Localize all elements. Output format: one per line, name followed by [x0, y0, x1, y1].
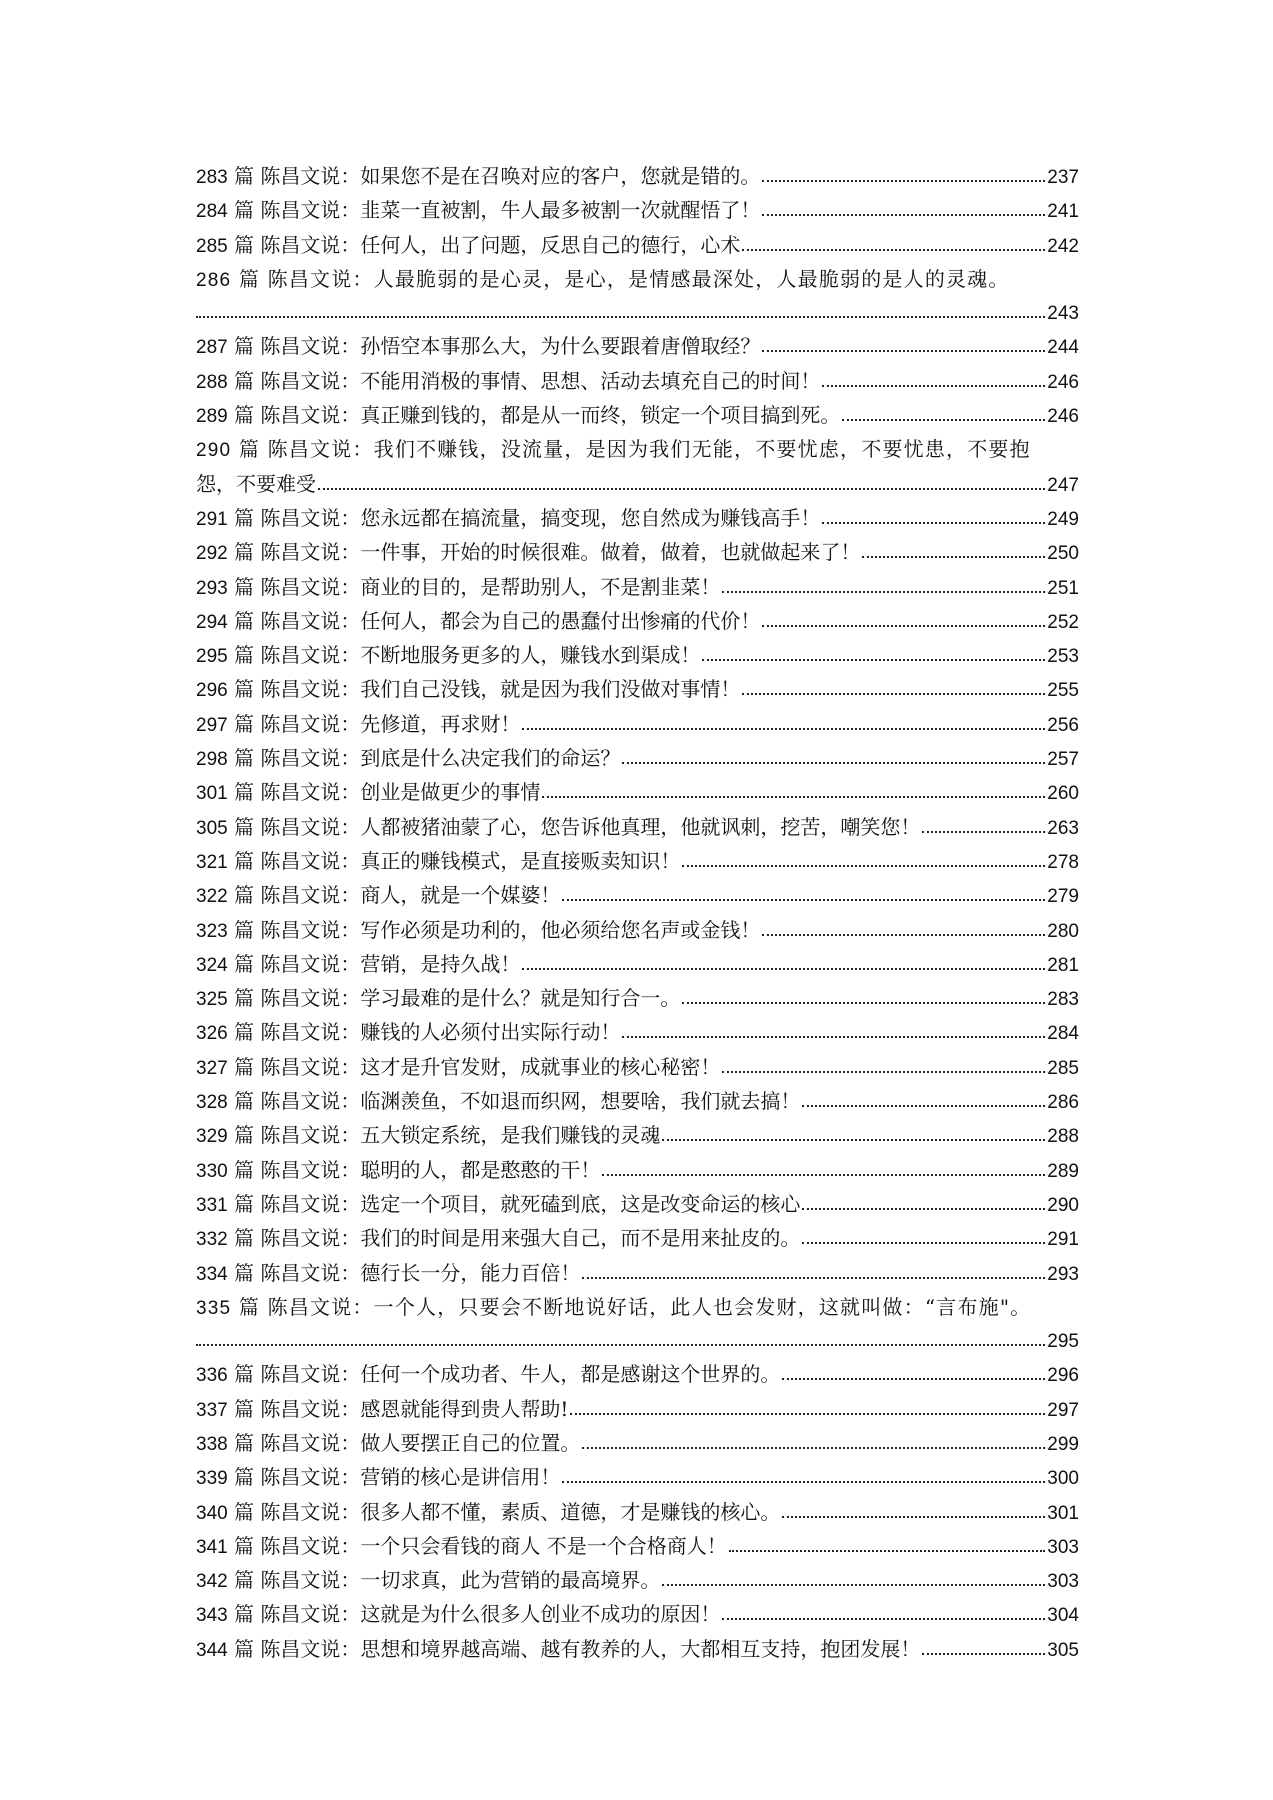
toc-entry-page: 281: [1047, 954, 1079, 976]
dot-leader: [842, 413, 1045, 421]
toc-entry-title-wrap: [196, 571, 720, 605]
dot-leader: [742, 687, 1045, 695]
toc-entry-title: 篇 陈昌文说：真正赚到钱的，都是从一而终，锁定一个项目搞到死。: [227, 403, 841, 428]
toc-entry[interactable]: [196, 605, 1079, 639]
toc-entry-title: 篇 陈昌文说：不断地服务更多的人，赚钱水到渠成！: [227, 643, 701, 668]
toc-entry[interactable]: [196, 1119, 1079, 1153]
dot-leader: [922, 825, 1045, 833]
toc-entry-page: 244: [1047, 337, 1079, 359]
dot-leader: [662, 1578, 1045, 1586]
toc-entry-title: 篇 陈昌文说：五大锁定系统，是我们赚钱的灵魂: [227, 1123, 661, 1148]
toc-entry-title: 篇 陈昌文说：思想和境界越高端、越有教养的人，大都相互支持，抱团发展！: [227, 1636, 921, 1661]
toc-entry-page: 305: [1047, 1639, 1079, 1661]
toc-entry-leader-line: [196, 468, 1079, 502]
dot-leader: [922, 1647, 1045, 1655]
toc-entry[interactable]: [196, 1257, 1079, 1291]
toc-entry[interactable]: [196, 1085, 1079, 1119]
dot-leader: [682, 996, 1045, 1004]
toc-entry-number: 289: [196, 406, 228, 428]
toc-entry-title: 篇 陈昌文说：商人，就是一个媒婆！: [227, 883, 561, 908]
toc-entry-title: 篇 陈昌文说：任何人，出了问题，反思自己的德行，心术: [227, 232, 741, 257]
toc-entry-title-wrap: [196, 1633, 920, 1667]
toc-entry-page: 278: [1047, 851, 1079, 873]
toc-entry-title-wrap: [196, 1393, 568, 1427]
toc-entry-number: 344: [196, 1639, 228, 1661]
toc-entry[interactable]: [196, 948, 1079, 982]
toc-entry-title-wrap: [196, 914, 760, 948]
toc-entry-title-wrap: [196, 1188, 800, 1222]
toc-entry-number: 294: [196, 611, 228, 633]
toc-entry[interactable]: [196, 879, 1079, 913]
toc-entry-number: 287: [196, 337, 228, 359]
toc-entry-number: 326: [196, 1023, 228, 1045]
toc-entry-number: 343: [196, 1605, 228, 1627]
toc-entry-title-wrap: [196, 365, 820, 399]
toc-entry[interactable]: [196, 399, 1079, 433]
dot-leader: [802, 1236, 1045, 1244]
dot-leader: [542, 790, 1045, 798]
dot-leader: [318, 482, 1045, 490]
toc-entry-number: 284: [196, 201, 228, 223]
toc-entry-title-line: [196, 263, 1079, 297]
dot-leader: [722, 1065, 1045, 1073]
dot-leader: [622, 756, 1045, 764]
toc-entry-number: 327: [196, 1057, 228, 1079]
toc-entry-title: 篇 陈昌文说：不能用消极的事情、思想、活动去填充自己的时间！: [227, 368, 821, 393]
toc-entry-number: 335: [196, 1297, 232, 1319]
dot-leader: [729, 1544, 1046, 1552]
toc-entry-title-wrap: [196, 229, 740, 263]
toc-entry-title-wrap: [196, 982, 680, 1016]
toc-entry-title: 篇 陈昌文说：这就是为什么很多人创业不成功的原因！: [227, 1602, 721, 1627]
dot-leader: [602, 1168, 1045, 1176]
toc-entry-leader-line: [196, 297, 1079, 330]
toc-entry-number: 334: [196, 1263, 228, 1285]
toc-entry[interactable]: [196, 330, 1079, 364]
toc-entry-title: 篇 陈昌文说：创业是做更少的事情: [227, 780, 541, 805]
toc-entry[interactable]: [196, 160, 1079, 194]
toc-entry[interactable]: [196, 502, 1079, 536]
toc-entry-page: 252: [1047, 611, 1079, 633]
toc-entry-title: 篇 陈昌文说：一个人，只要会不断地说好话，此人也会发财，这就叫做：“言布施"。: [231, 1294, 1032, 1319]
toc-entry-title: 篇 陈昌文说：真正的赚钱模式，是直接贩卖知识！: [227, 848, 681, 873]
toc-entry-title: 篇 陈昌文说：韭菜一直被割，牛人最多被割一次就醒悟了！: [227, 198, 761, 223]
toc-entry[interactable]: [196, 1393, 1079, 1427]
toc-entry-page: 285: [1047, 1057, 1079, 1079]
toc-entry-title-wrap: [196, 1427, 580, 1461]
toc-entry-number: 291: [196, 508, 228, 530]
dot-leader: [562, 893, 1045, 901]
toc-entry-number: 324: [196, 954, 228, 976]
dot-leader: [762, 174, 1045, 182]
toc-entry-page: 288: [1047, 1126, 1079, 1148]
toc-entry-title-wrap: [196, 605, 760, 639]
toc-entry-number: 336: [196, 1365, 228, 1387]
toc-entry-title: 篇 陈昌文说：很多人都不懂，素质、道德，才是赚钱的核心。: [227, 1499, 781, 1524]
toc-entry-number: 305: [196, 817, 228, 839]
toc-entry-title: 篇 陈昌文说：任何一个成功者、牛人，都是感谢这个世界的。: [227, 1362, 781, 1387]
dot-leader: [722, 585, 1045, 593]
dot-leader: [682, 859, 1045, 867]
toc-entry-page: 279: [1047, 886, 1079, 908]
toc-entry-number: 322: [196, 886, 228, 908]
toc-entry-number: 297: [196, 714, 228, 736]
toc-entry-title: 篇 陈昌文说：商业的目的，是帮助别人，不是割韭菜！: [227, 574, 721, 599]
toc-entry-title-wrap: [196, 845, 680, 879]
toc-entry-title-wrap: [196, 1358, 780, 1392]
toc-entry-number: 290: [196, 440, 232, 462]
toc-entry[interactable]: [196, 1564, 1079, 1598]
toc-entry-number: 325: [196, 989, 228, 1011]
dot-leader: [196, 310, 1045, 318]
toc-entry-number: 337: [196, 1399, 228, 1421]
toc-entry-page: 303: [1047, 1571, 1079, 1593]
toc-entry-page: 253: [1047, 646, 1079, 668]
toc-entry-number: 295: [196, 646, 228, 668]
toc-entry[interactable]: [196, 982, 1079, 1016]
toc-entry[interactable]: [196, 845, 1079, 879]
dot-leader: [196, 1338, 1045, 1346]
toc-entry-number: 283: [196, 167, 228, 188]
toc-entry-title: 篇 陈昌文说：感恩就能得到贵人帮助!: [227, 1396, 569, 1421]
toc-entry-page: 300: [1047, 1468, 1079, 1490]
toc-entry-title-wrap: [196, 673, 740, 707]
toc-entry-number: 339: [196, 1468, 228, 1490]
dot-leader: [722, 1612, 1045, 1620]
toc-entry-page: 241: [1047, 201, 1079, 223]
toc-entry[interactable]: [196, 433, 1079, 502]
toc-entry-title-wrap: [196, 1016, 620, 1050]
toc-entry[interactable]: [196, 571, 1079, 605]
toc-entry[interactable]: [196, 194, 1079, 228]
toc-entry-title: 篇 陈昌文说：做人要摆正自己的位置。: [227, 1430, 581, 1455]
toc-entry-title-wrap: [196, 194, 760, 228]
toc-entry-title-wrap: [196, 948, 520, 982]
toc-entry[interactable]: [196, 1291, 1079, 1359]
toc-entry-title-wrap: [196, 1085, 800, 1119]
dot-leader: [762, 344, 1045, 352]
toc-entry-title-wrap: [196, 1461, 560, 1495]
toc-entry[interactable]: [196, 229, 1079, 263]
toc-entry-page: 257: [1047, 749, 1079, 771]
toc-entry[interactable]: [196, 673, 1079, 707]
toc-entry-title: 篇 陈昌文说：如果您不是在召唤对应的客户，您就是错的。: [227, 164, 761, 188]
toc-entry-title: 篇 陈昌文说：孙悟空本事那么大，为什么要跟着唐僧取经？: [227, 334, 761, 359]
toc-entry-title: 篇 陈昌文说：我们自己没钱，就是因为我们没做对事情！: [227, 677, 741, 702]
toc-entry-title: 篇 陈昌文说：这才是升官发财，成就事业的核心秘密！: [227, 1054, 721, 1079]
dot-leader: [762, 928, 1045, 936]
toc-entry-page: 256: [1047, 714, 1079, 736]
toc-entry-title: 篇 陈昌文说：临渊羡鱼，不如退而织网，想要啥，我们就去搞！: [227, 1089, 801, 1114]
toc-entry[interactable]: [196, 1530, 1079, 1564]
toc-entry-title-wrap: [196, 160, 760, 194]
toc-entry-page: 251: [1047, 577, 1079, 599]
toc-entry-page: 297: [1047, 1399, 1079, 1421]
toc-entry[interactable]: [196, 1496, 1079, 1530]
toc-entry[interactable]: [196, 708, 1079, 742]
toc-entry-number: 338: [196, 1433, 228, 1455]
toc-entry[interactable]: [196, 1633, 1079, 1667]
toc-entry-page: 293: [1047, 1263, 1079, 1285]
dot-leader: [822, 379, 1045, 387]
toc-entry-number: 330: [196, 1160, 228, 1182]
toc-entry-number: 340: [196, 1502, 228, 1524]
toc-entry-page: 283: [1047, 989, 1079, 1011]
toc-entry-title: 篇 陈昌文说：到底是什么决定我们的命运？: [227, 746, 621, 771]
toc-entry-title: 篇 陈昌文说：写作必须是功利的，他必须给您名声或金钱！: [227, 917, 761, 942]
toc-entry-title: 篇 陈昌文说：一个只会看钱的商人 不是一个合格商人！: [227, 1533, 727, 1558]
toc-entry-number: 321: [196, 851, 228, 873]
toc-entry-title-wrap: [196, 1530, 727, 1564]
toc-entry-title-wrap: [196, 1051, 720, 1085]
toc-entry-number: 288: [196, 371, 228, 393]
dot-leader: [522, 962, 1045, 970]
toc-entry-title: 篇 陈昌文说：德行长一分，能力百倍！: [227, 1260, 581, 1285]
toc-entry-number: 323: [196, 920, 228, 942]
toc-entry-title-line: [196, 1291, 1079, 1325]
toc-entry-number: 298: [196, 749, 228, 771]
toc-entry-page: 284: [1047, 1023, 1079, 1045]
toc-entry[interactable]: [196, 1461, 1079, 1495]
toc-entry-title: 篇 陈昌文说：聪明的人，都是憨憨的干！: [227, 1157, 601, 1182]
toc-entry-title: 篇 陈昌文说：先修道，再求财！: [227, 711, 521, 736]
toc-entry-page: 303: [1047, 1536, 1079, 1558]
toc-entry[interactable]: [196, 1051, 1079, 1085]
toc-entry-title-wrap: [196, 1496, 780, 1530]
toc-entry-page: 289: [1047, 1160, 1079, 1182]
toc-entry[interactable]: [196, 1358, 1079, 1392]
toc-entry-number: 292: [196, 543, 228, 565]
toc-entry-title: 篇 陈昌文说：选定一个项目，就死磕到底，这是改变命运的核心: [227, 1191, 801, 1216]
toc-entry-title: 篇 陈昌文说：人最脆弱的是心灵，是心，是情感最深处，人最脆弱的是人的灵魂。: [231, 266, 1010, 291]
table-of-contents: [196, 160, 1079, 1667]
toc-entry-title: 篇 陈昌文说：我们不赚钱，没流量，是因为我们无能，不要忧虑，不要忧患，不要抱: [231, 437, 1031, 462]
toc-entry-title-wrap: [196, 1154, 600, 1188]
toc-entry-title-wrap: [196, 1222, 800, 1256]
dot-leader: [582, 1441, 1045, 1449]
toc-entry-number: 296: [196, 680, 228, 702]
toc-entry-title-wrap: [196, 742, 620, 776]
toc-entry[interactable]: [196, 1222, 1079, 1256]
toc-entry-title-wrap: [196, 536, 860, 570]
toc-entry-page: 237: [1047, 167, 1079, 188]
toc-entry-page: 243: [1047, 303, 1079, 325]
toc-entry[interactable]: [196, 1188, 1079, 1222]
toc-entry-page: 299: [1047, 1433, 1079, 1455]
toc-entry[interactable]: [196, 776, 1079, 810]
toc-entry-title: 篇 陈昌文说：学习最难的是什么？就是知行合一。: [227, 986, 681, 1011]
toc-entry[interactable]: [196, 1154, 1079, 1188]
toc-entry-number: 301: [196, 783, 228, 805]
toc-entry-title: 篇 陈昌文说：一件事，开始的时候很难。做着，做着，也就做起来了！: [227, 540, 861, 565]
dot-leader: [782, 1372, 1045, 1380]
toc-entry-number: 341: [196, 1536, 228, 1558]
toc-entry-page: 304: [1047, 1605, 1079, 1627]
dot-leader: [762, 619, 1045, 627]
dot-leader: [802, 1202, 1045, 1210]
toc-entry-page: 249: [1047, 508, 1079, 530]
toc-entry[interactable]: [196, 914, 1079, 948]
toc-entry-title-wrap: [196, 639, 700, 673]
toc-entry-page: 295: [1047, 1331, 1079, 1353]
toc-entry[interactable]: [196, 742, 1079, 776]
toc-entry-title-line: [196, 433, 1079, 467]
dot-leader: [662, 1133, 1045, 1141]
toc-entry-title-wrap: [196, 879, 560, 913]
toc-entry-page: 246: [1047, 371, 1079, 393]
toc-entry[interactable]: [196, 639, 1079, 673]
toc-entry-title: 篇 陈昌文说：我们的时间是用来强大自己，而不是用来扯皮的。: [227, 1226, 801, 1251]
toc-entry-page: 280: [1047, 920, 1079, 942]
toc-entry[interactable]: [196, 365, 1079, 399]
toc-entry-page: 296: [1047, 1365, 1079, 1387]
toc-entry-title-wrap: [196, 1257, 580, 1291]
toc-entry-page: 246: [1047, 406, 1079, 428]
toc-entry-page: 290: [1047, 1194, 1079, 1216]
dot-leader: [582, 1271, 1045, 1279]
toc-entry-title-wrap: [196, 1564, 660, 1598]
toc-entry-title: 篇 陈昌文说：营销的核心是讲信用！: [227, 1465, 561, 1490]
dot-leader: [782, 1510, 1045, 1518]
toc-entry-title: 篇 陈昌文说：任何人，都会为自己的愚蠢付出惨痛的代价！: [227, 608, 761, 633]
dot-leader: [762, 208, 1045, 216]
toc-entry-number: 332: [196, 1229, 228, 1251]
toc-entry-page: 255: [1047, 680, 1079, 702]
dot-leader: [802, 1099, 1045, 1107]
toc-entry-number: 342: [196, 1571, 228, 1593]
toc-entry-title: 篇 陈昌文说：一切求真，此为营销的最高境界。: [227, 1568, 661, 1593]
toc-entry-page: 286: [1047, 1092, 1079, 1114]
toc-entry-page: 247: [1047, 474, 1079, 496]
toc-entry-title-wrap: [196, 776, 540, 810]
dot-leader: [570, 1407, 1045, 1415]
toc-entry-title: 篇 陈昌文说：您永远都在搞流量，搞变现，您自然成为赚钱高手！: [227, 505, 821, 530]
toc-entry[interactable]: [196, 811, 1079, 845]
toc-entry[interactable]: [196, 1598, 1079, 1632]
toc-entry[interactable]: [196, 536, 1079, 570]
toc-entry-number: 328: [196, 1092, 228, 1114]
toc-entry-page: 242: [1047, 235, 1079, 257]
toc-entry[interactable]: [196, 1427, 1079, 1461]
toc-entry-title-continued: 怨，不要难受: [196, 471, 316, 496]
toc-entry[interactable]: [196, 1016, 1079, 1050]
toc-entry-page: 260: [1047, 783, 1079, 805]
toc-entry-number: 329: [196, 1126, 228, 1148]
toc-entry-page: 250: [1047, 543, 1079, 565]
dot-leader: [862, 550, 1045, 558]
toc-entry-title-wrap: [196, 708, 520, 742]
toc-entry-leader-line: [196, 1325, 1079, 1358]
toc-entry-title: 篇 陈昌文说：赚钱的人必须付出实际行动！: [227, 1020, 621, 1045]
toc-entry-number: 286: [196, 269, 232, 291]
dot-leader: [622, 1030, 1045, 1038]
dot-leader: [522, 722, 1045, 730]
toc-entry-number: 285: [196, 235, 228, 257]
toc-entry-number: 293: [196, 577, 228, 599]
toc-entry[interactable]: [196, 263, 1079, 331]
toc-entry-title-wrap: [196, 811, 920, 845]
dot-leader: [702, 653, 1045, 661]
toc-entry-page: 291: [1047, 1229, 1079, 1251]
toc-entry-title: 篇 陈昌文说：营销，是持久战！: [227, 951, 521, 976]
toc-entry-title-wrap: [196, 1119, 660, 1153]
dot-leader: [742, 243, 1045, 251]
toc-entry-title-wrap: [196, 399, 840, 433]
dot-leader: [562, 1475, 1045, 1483]
toc-entry-title-wrap: [196, 1598, 720, 1632]
toc-entry-number: 331: [196, 1194, 228, 1216]
toc-entry-title-wrap: [196, 502, 820, 536]
toc-entry-title: 篇 陈昌文说：人都被猪油蒙了心，您告诉他真理，他就讽刺，挖苦，嘲笑您！: [227, 814, 921, 839]
toc-entry-page: 301: [1047, 1502, 1079, 1524]
toc-entry-page: 263: [1047, 817, 1079, 839]
toc-entry-title-wrap: [196, 330, 760, 364]
dot-leader: [822, 516, 1045, 524]
